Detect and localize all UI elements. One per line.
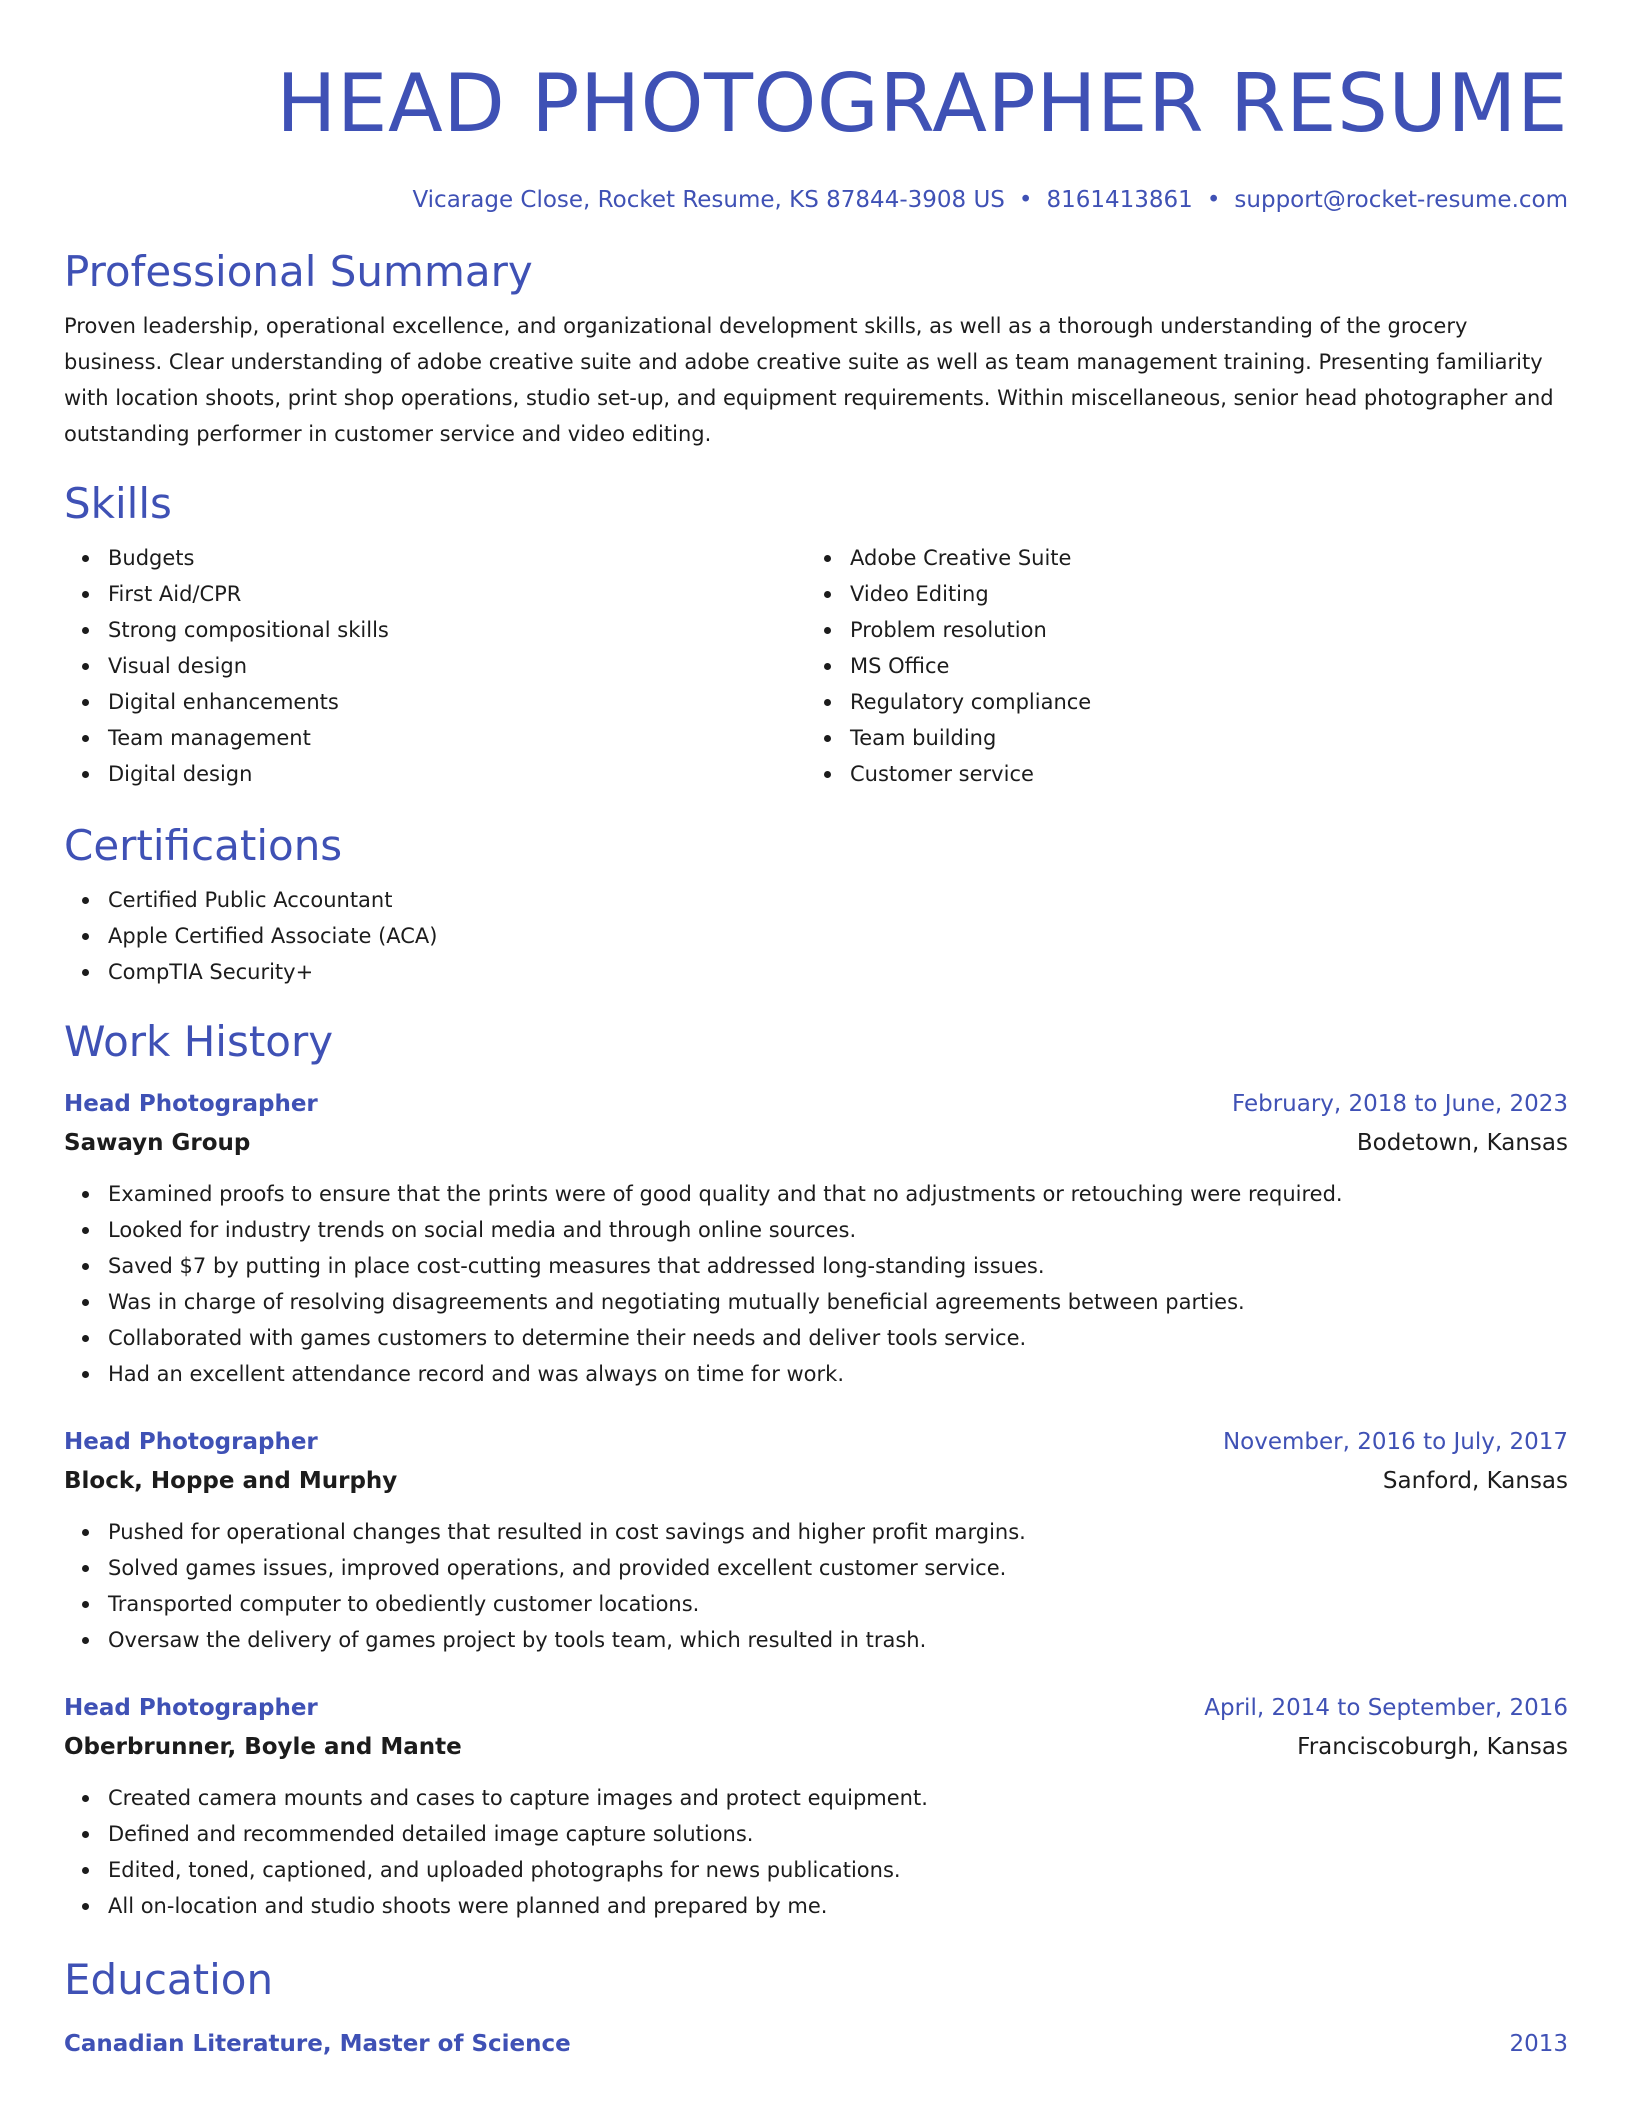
contact-separator: •: [1018, 187, 1033, 213]
certification-item: Certified Public Accountant: [108, 882, 1568, 918]
summary-heading: Professional Summary: [64, 247, 533, 296]
education-row: [64, 2024, 1568, 2064]
job-header-row: [64, 1422, 1568, 1462]
job-duties: [64, 1780, 1568, 1924]
job-duty-item: Pushed for operational changes that resulted in cost savings and higher profit margins.: [108, 1514, 1568, 1550]
job-duty-item: Was in charge of resolving disagreements and negotiating mutually beneficial agreements between parties.: [108, 1284, 1568, 1320]
job-duty-item: Had an excellent attendance record and was always on time for work.: [108, 1356, 1568, 1392]
job-company-row: [64, 1728, 1568, 1766]
job-dates: November, 2016 to July, 2017: [1222, 1429, 1568, 1455]
skill-item: Customer service: [850, 756, 1548, 792]
certification-item: CompTIA Security+: [108, 954, 1568, 990]
summary-text: Proven leadership, operational excellence, and organizational development skills, as well as a thorough understanding of the grocery business. Clear understanding of adobe creative suite and adobe creative suite as well as team management training. Presenting familiarity with location shoots, print shop operations, studio set-up, and equipment requirements. Within miscellaneous, senior head photographer and outstanding performer in customer service and video editing.: [64, 314, 1554, 446]
job-duty-item: Solved games issues, improved operations, and provided excellent customer service.: [108, 1550, 1568, 1586]
skill-item: Digital enhancements: [108, 684, 806, 720]
resume-page: [64, 0, 1568, 2064]
skill-item: Digital design: [108, 756, 806, 792]
job-header-row: [64, 1688, 1568, 1728]
job-header-row: [64, 1084, 1568, 1124]
job-duty-item: Edited, toned, captioned, and uploaded photographs for news publications.: [108, 1852, 1568, 1888]
skill-item: First Aid/CPR: [108, 576, 806, 612]
job-company-row: [64, 1124, 1568, 1162]
job-duties: [64, 1514, 1568, 1658]
job-title: Head Photographer: [64, 1091, 318, 1117]
job-duty-item: Saved $7 by putting in place cost-cutting measures that addressed long-standing issues.: [108, 1248, 1568, 1284]
resume-title: HEAD PHOTOGRAPHER RESUME: [276, 57, 1568, 150]
job-title: Head Photographer: [64, 1695, 318, 1721]
job-entry: [64, 1688, 1568, 1924]
skill-item: Strong compositional skills: [108, 612, 806, 648]
job-duty-item: Examined proofs to ensure that the prints were of good quality and that no adjustments or retouching were required.: [108, 1176, 1568, 1212]
skill-item: Video Editing: [850, 576, 1548, 612]
job-title: Head Photographer: [64, 1429, 318, 1455]
contact-separator: •: [1206, 187, 1221, 213]
contact-line: [64, 184, 1568, 216]
skill-item: Budgets: [108, 540, 806, 576]
education-degree: Canadian Literature, Master of Science: [64, 2031, 571, 2057]
skills-list-left: [64, 540, 806, 792]
job-company-row: [64, 1462, 1568, 1500]
contact-phone: 8161413861: [1046, 187, 1193, 213]
skill-item: Regulatory compliance: [850, 684, 1548, 720]
job-location: Bodetown, Kansas: [1356, 1130, 1568, 1156]
job-duties: [64, 1176, 1568, 1392]
job-duty-item: Oversaw the delivery of games project by tools team, which resulted in trash.: [108, 1622, 1568, 1658]
skills-column-right: [806, 540, 1548, 792]
skills-list-right: [806, 540, 1548, 792]
job-location: Sanford, Kansas: [1382, 1468, 1568, 1494]
contact-address: Vicarage Close, Rocket Resume, KS 87844-3908 US: [412, 187, 1005, 213]
skills-heading: Skills: [64, 479, 172, 528]
skills-grid: [64, 540, 1568, 792]
skill-item: Problem resolution: [850, 612, 1548, 648]
job-dates: February, 2018 to June, 2023: [1231, 1091, 1568, 1117]
skill-item: Visual design: [108, 648, 806, 684]
skill-item: Adobe Creative Suite: [850, 540, 1548, 576]
certifications-list: [64, 882, 1568, 990]
job-company: Oberbrunner, Boyle and Mante: [64, 1734, 462, 1760]
job-duty-item: Looked for industry trends on social media and through online sources.: [108, 1212, 1568, 1248]
job-duty-item: Defined and recommended detailed image capture solutions.: [108, 1816, 1568, 1852]
education-heading: Education: [64, 1955, 274, 2004]
skill-item: MS Office: [850, 648, 1548, 684]
work-history-heading: Work History: [64, 1017, 334, 1066]
job-duty-item: Created camera mounts and cases to capture images and protect equipment.: [108, 1780, 1568, 1816]
job-duty-item: Transported computer to obediently customer locations.: [108, 1586, 1568, 1622]
job-entry: [64, 1422, 1568, 1658]
certification-item: Apple Certified Associate (ACA): [108, 918, 1568, 954]
job-duty-item: Collaborated with games customers to determine their needs and deliver tools service.: [108, 1320, 1568, 1356]
job-location: Franciscoburgh, Kansas: [1297, 1734, 1568, 1760]
skill-item: Team management: [108, 720, 806, 756]
job-company: Block, Hoppe and Murphy: [64, 1468, 398, 1494]
skills-column-left: [64, 540, 806, 792]
skill-item: Team building: [850, 720, 1548, 756]
job-dates: April, 2014 to September, 2016: [1204, 1695, 1568, 1721]
job-entry: [64, 1084, 1568, 1392]
certifications-heading: Certifications: [64, 821, 343, 870]
contact-email: support@rocket-resume.com: [1234, 187, 1568, 213]
job-company: Sawayn Group: [64, 1130, 251, 1156]
job-duty-item: All on-location and studio shoots were planned and prepared by me.: [108, 1888, 1568, 1924]
education-year: 2013: [1509, 2031, 1568, 2057]
